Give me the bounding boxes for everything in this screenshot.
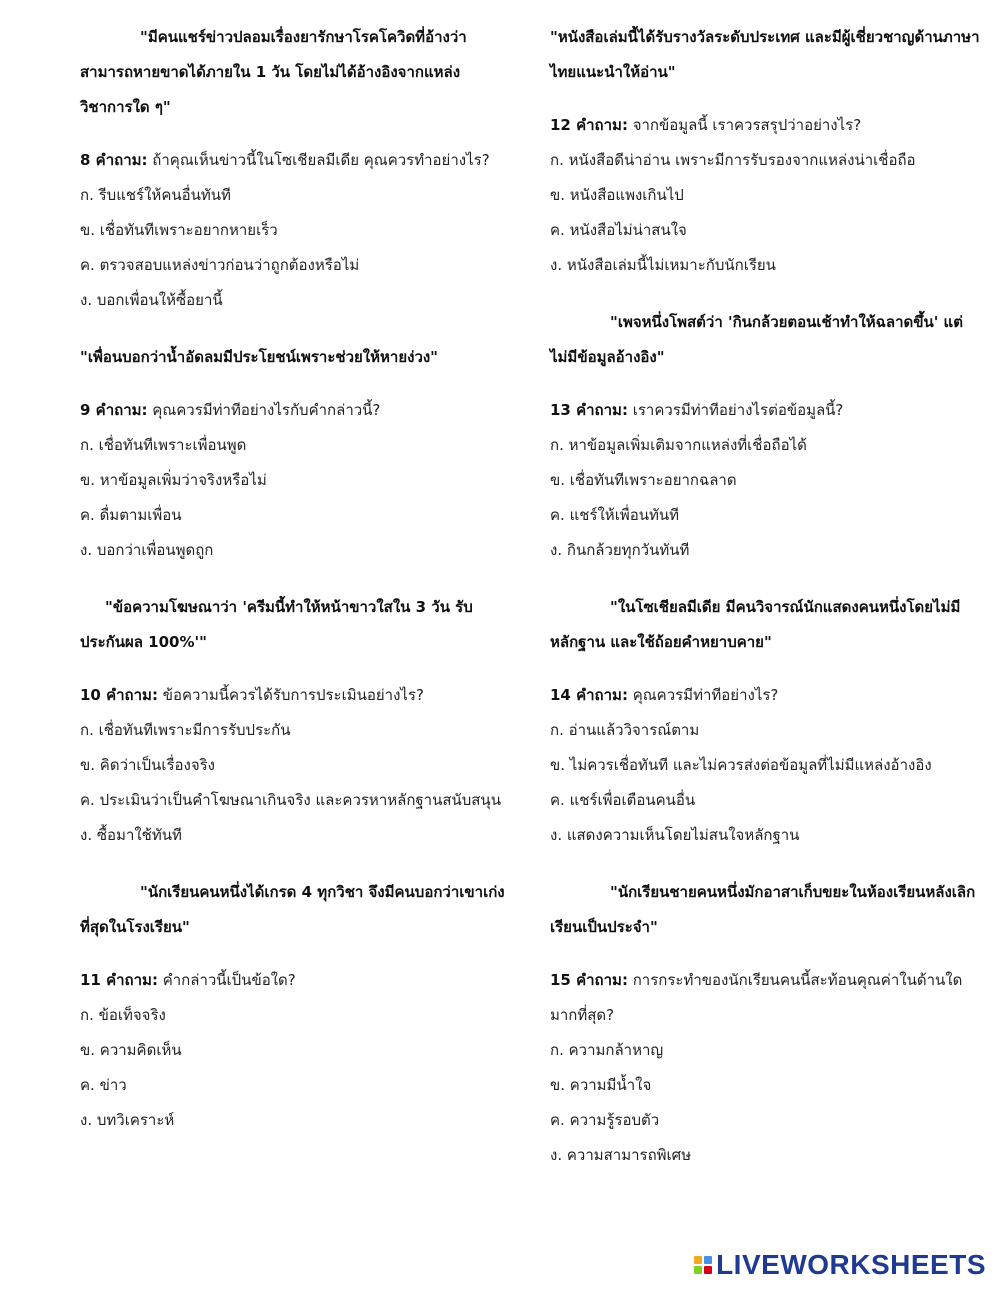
scenario-text: "เพื่อนบอกว่าน้ำอัดลมมีประโยชน์เพราะช่วยให้หายง่วง" bbox=[80, 348, 439, 366]
option[interactable]: ข. ความมีน้ำใจ bbox=[550, 1076, 652, 1094]
question-prompt bbox=[80, 143, 510, 178]
question-text: จากข้อมูลนี้ เราควรสรุปว่าอย่างไร? bbox=[627, 116, 862, 134]
question-10 bbox=[80, 678, 510, 853]
liveworksheets-logo[interactable] bbox=[694, 1250, 986, 1280]
scenario-text: "นักเรียนคนหนึ่งได้เกรด 4 ทุกวิชา จึงมีคนบอกว่าเขาเก่งที่สุดในโรงเรียน" bbox=[80, 883, 505, 936]
option[interactable]: ก. เชื่อทันทีเพราะเพื่อนพูด bbox=[80, 436, 247, 454]
scenario-text: "ในโซเชียลมีเดีย มีคนวิจารณ์นักแสดงคนหนึ่งโดยไม่มีหลักฐาน และใช้ถ้อยคำหยาบคาย" bbox=[550, 598, 961, 651]
question-14 bbox=[550, 678, 980, 853]
question-text: คุณควรมีท่าทีอย่างไรกับคำกล่าวนี้? bbox=[147, 401, 381, 419]
option[interactable]: ข. หาข้อมูลเพิ่มว่าจริงหรือไม่ bbox=[80, 471, 267, 489]
scenario-text: "เพจหนึ่งโพสต์ว่า 'กินกล้วยตอนเช้าทำให้ฉลาดขึ้น' แต่ไม่มีข้อมูลอ้างอิง" bbox=[550, 313, 963, 366]
left-column bbox=[80, 20, 510, 1160]
question-text: คุณควรมีท่าทีอย่างไร? bbox=[627, 686, 779, 704]
option[interactable]: ค. หนังสือไม่น่าสนใจ bbox=[550, 221, 687, 239]
question-prompt bbox=[550, 108, 980, 143]
option[interactable]: ค. แชร์เพื่อเตือนคนอื่น bbox=[550, 791, 696, 809]
option[interactable]: ก. หาข้อมูลเพิ่มเติมจากแหล่งที่เชื่อถือได้ bbox=[550, 436, 807, 454]
option[interactable]: ข. ไม่ควรเชื่อทันที และไม่ควรส่งต่อข้อมูลที่ไม่มีแหล่งอ้างอิง bbox=[550, 756, 932, 774]
option[interactable]: ค. ประเมินว่าเป็นคำโฆษณาเกินจริง และควรหาหลักฐานสนับสนุน bbox=[80, 791, 501, 809]
question-prompt bbox=[550, 678, 980, 713]
question-text: ข้อความนี้ควรได้รับการประเมินอย่างไร? bbox=[157, 686, 424, 704]
option[interactable]: ก. อ่านแล้ววิจารณ์ตาม bbox=[550, 721, 700, 739]
option[interactable]: ง. หนังสือเล่มนี้ไม่เหมาะกับนักเรียน bbox=[550, 256, 776, 274]
question-15 bbox=[550, 963, 980, 1173]
scenario-text: "นักเรียนชายคนหนึ่งมักอาสาเก็บขยะในห้องเรียนหลังเลิกเรียนเป็นประจำ" bbox=[550, 883, 976, 936]
question-prompt bbox=[80, 678, 510, 713]
option[interactable]: ข. คิดว่าเป็นเรื่องจริง bbox=[80, 756, 215, 774]
question-label: 10 คำถาม: bbox=[80, 686, 158, 704]
option[interactable]: ก. หนังสือดีน่าอ่าน เพราะมีการรับรองจากแหล่งน่าเชื่อถือ bbox=[550, 151, 916, 169]
option[interactable]: ค. ตรวจสอบแหล่งข่าวก่อนว่าถูกต้องหรือไม่ bbox=[80, 256, 360, 274]
option[interactable]: ค. แชร์ให้เพื่อนทันที bbox=[550, 506, 679, 524]
option[interactable]: ค. ดื่มตามเพื่อน bbox=[80, 506, 182, 524]
question-prompt bbox=[80, 393, 510, 428]
logo-text: LIVEWORKSHEETS bbox=[716, 1249, 986, 1280]
logo-mark-icon bbox=[694, 1256, 712, 1274]
question-9 bbox=[80, 393, 510, 568]
option[interactable]: ง. ความสามารถพิเศษ bbox=[550, 1146, 692, 1164]
question-label: 9 คำถาม: bbox=[80, 401, 148, 419]
question-label: 14 คำถาม: bbox=[550, 686, 628, 704]
option[interactable]: ง. บอกเพื่อนให้ซื้อยานี้ bbox=[80, 291, 223, 309]
question-label: 8 คำถาม: bbox=[80, 151, 148, 169]
question-label: 11 คำถาม: bbox=[80, 971, 158, 989]
question-prompt bbox=[80, 963, 510, 998]
scenario-text: "หนังสือเล่มนี้ได้รับรางวัลระดับประเทศ และมีผู้เชี่ยวชาญด้านภาษาไทยแนะนำให้อ่าน" bbox=[550, 28, 980, 81]
scenario-text: "มีคนแชร์ข่าวปลอมเรื่องยารักษาโรคโควิดที่อ้างว่าสามารถหายขาดได้ภายใน 1 วัน โดยไม่ได้อ้างอิงจากแหล่งวิชาการใด ๆ" bbox=[80, 28, 467, 116]
option[interactable]: ข. เชื่อทันทีเพราะอยากหายเร็ว bbox=[80, 221, 278, 239]
question-8 bbox=[80, 143, 510, 318]
question-text: คำกล่าวนี้เป็นข้อใด? bbox=[157, 971, 296, 989]
scenario-text: "ข้อความโฆษณาว่า 'ครีมนี้ทำให้หน้าขาวใสใน 3 วัน รับประกันผล 100%'" bbox=[80, 598, 473, 651]
option[interactable]: ก. เชื่อทันทีเพราะมีการรับประกัน bbox=[80, 721, 291, 739]
question-12 bbox=[550, 108, 980, 283]
right-column bbox=[550, 20, 980, 1195]
option[interactable]: ง. บอกว่าเพื่อนพูดถูก bbox=[80, 541, 214, 559]
option[interactable]: ข. เชื่อทันทีเพราะอยากฉลาด bbox=[550, 471, 737, 489]
question-13 bbox=[550, 393, 980, 568]
option[interactable]: ง. แสดงความเห็นโดยไม่สนใจหลักฐาน bbox=[550, 826, 800, 844]
option[interactable]: ง. ซื้อมาใช้ทันที bbox=[80, 826, 182, 844]
question-label: 13 คำถาม: bbox=[550, 401, 628, 419]
question-11 bbox=[80, 963, 510, 1138]
question-text: ถ้าคุณเห็นข่าวนี้ในโซเชียลมีเดีย คุณควรทำอย่างไร? bbox=[147, 151, 490, 169]
option[interactable]: ง. กินกล้วยทุกวันทันที bbox=[550, 541, 690, 559]
option[interactable]: ก. ข้อเท็จจริง bbox=[80, 1006, 166, 1024]
option[interactable]: ข. ความคิดเห็น bbox=[80, 1041, 182, 1059]
option[interactable]: ก. รีบแชร์ให้คนอื่นทันที bbox=[80, 186, 231, 204]
question-prompt bbox=[550, 393, 980, 428]
option[interactable]: ข. หนังสือแพงเกินไป bbox=[550, 186, 684, 204]
option[interactable]: ค. ข่าว bbox=[80, 1076, 127, 1094]
question-prompt bbox=[550, 963, 980, 1033]
question-text: การกระทำของนักเรียนคนนี้สะท้อนคุณค่าในด้านใดมากที่สุด? bbox=[550, 971, 963, 1024]
option[interactable]: ก. ความกล้าหาญ bbox=[550, 1041, 664, 1059]
option[interactable]: ง. บทวิเคราะห์ bbox=[80, 1111, 175, 1129]
option[interactable]: ค. ความรู้รอบตัว bbox=[550, 1111, 660, 1129]
question-text: เราควรมีท่าทีอย่างไรต่อข้อมูลนี้? bbox=[627, 401, 844, 419]
question-label: 12 คำถาม: bbox=[550, 116, 628, 134]
question-label: 15 คำถาม: bbox=[550, 971, 628, 989]
